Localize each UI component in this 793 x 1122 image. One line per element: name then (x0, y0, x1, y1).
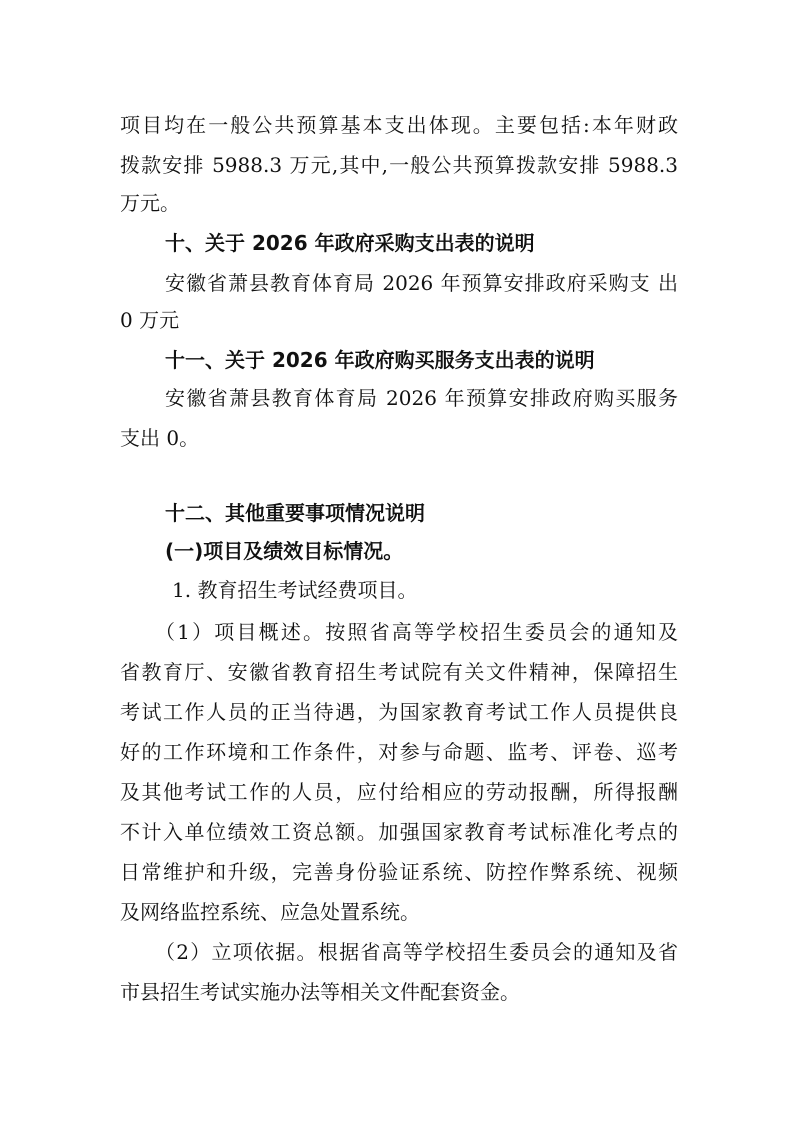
body-text-line: 日常维护和升级，完善身份验证系统、防控作弊系统、视频 (120, 860, 678, 884)
section-heading-10: 十、关于 2026 年政府采购支出表的说明 (165, 231, 535, 255)
body-text-line: 支出 0。 (120, 426, 200, 450)
body-text-line: （2）立项依据。根据省高等学校招生委员会的通知及省 (155, 940, 678, 964)
section-heading-11: 十一、关于 2026 年政府购买服务支出表的说明 (165, 348, 595, 372)
body-text-line: 项目均在一般公共预算基本支出体现。主要包括:本年财政 (120, 113, 678, 137)
body-text-line: 安徽省萧县教育体育局 2026 年预算安排政府采购支 出 (165, 271, 678, 295)
item-heading: 1. 教育招生考试经费项目。 (172, 578, 418, 602)
body-text-line: 不计入单位绩效工资总额。加强国家教育考试标准化考点的 (120, 820, 678, 844)
body-text-line: 及网络监控系统、应急处置系统。 (120, 900, 420, 924)
body-text-line: 好的工作环境和工作条件，对参与命题、监考、评卷、巡考 (120, 740, 678, 764)
body-text-line: （1）项目概述。按照省高等学校招生委员会的通知及 (155, 620, 678, 644)
body-text-line: 省教育厅、安徽省教育招生考试院有关文件精神，保障招生 (120, 660, 678, 684)
body-text-line: 及其他考试工作的人员，应付给相应的劳动报酬，所得报酬 (120, 780, 678, 804)
body-text-line: 拨款安排 5988.3 万元,其中,一般公共预算拨款安排 5988.3 (120, 153, 678, 177)
section-heading-12: 十二、其他重要事项情况说明 (165, 501, 425, 525)
subsection-heading: (一)项目及绩效目标情况。 (165, 539, 404, 563)
body-text-line: 安徽省萧县教育体育局 2026 年预算安排政府购买服务 (165, 386, 678, 410)
body-text-line: 市县招生考试实施办法等相关文件配套资金。 (120, 980, 520, 1004)
body-text-line: 0 万元 (120, 308, 180, 332)
body-text-line: 万元。 (120, 191, 180, 215)
body-text-line: 考试工作人员的正当待遇，为国家教育考试工作人员提供良 (120, 700, 678, 724)
